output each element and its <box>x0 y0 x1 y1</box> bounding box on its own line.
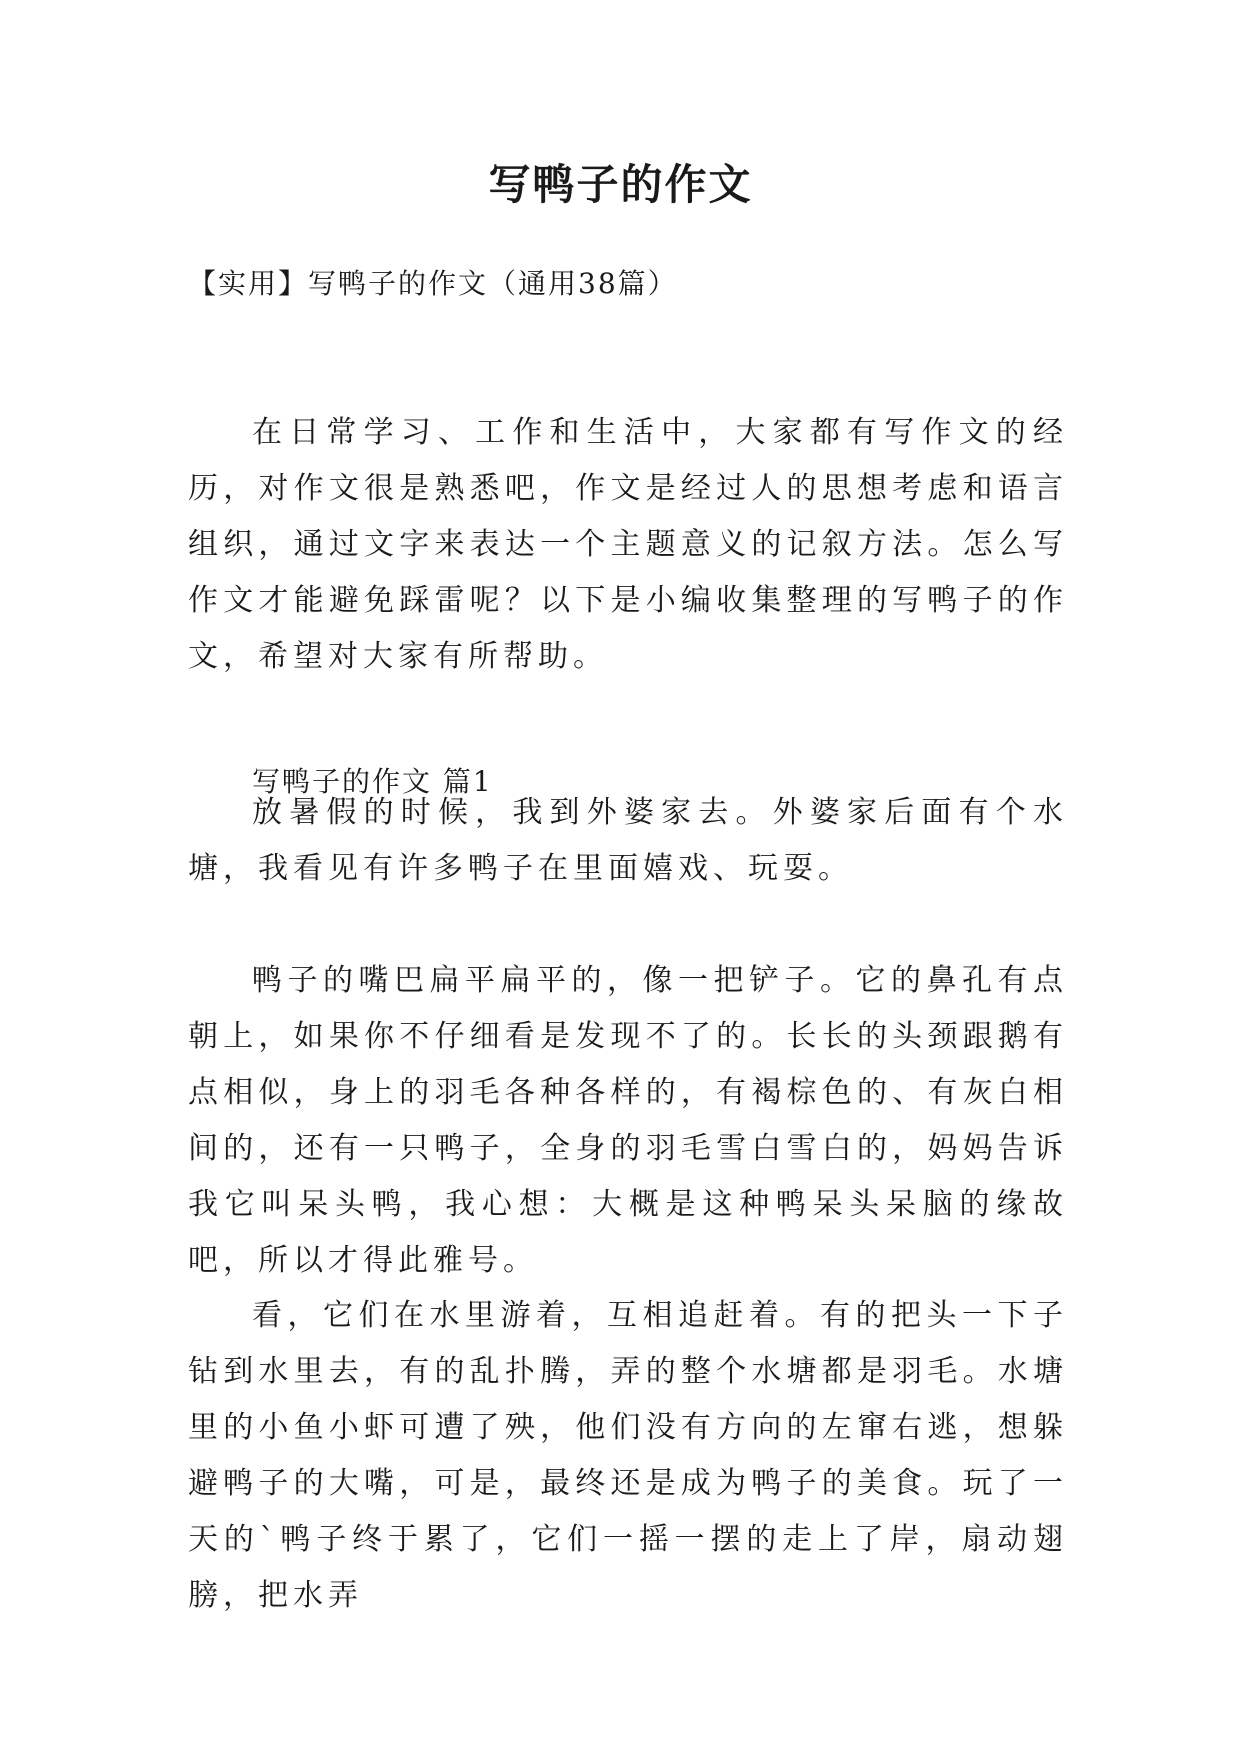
body-paragraph: 鸭子的嘴巴扁平扁平的，像一把铲子。它的鼻孔有点朝上，如果你不仔细看是发现不了的。长长的头颈跟鹅有点相似，身上的羽毛各种各样的，有褐棕色的、有灰白相间的，还有一只鸭子，全身的羽毛雪白雪白的，妈妈告诉我它叫呆头鸭，我心想：大概是这种鸭呆头呆脑的缘故吧，所以才得此雅号。 <box>188 963 1068 1278</box>
document-subtitle: 【实用】写鸭子的作文（通用38篇） <box>188 267 678 300</box>
body-paragraph: 看，它们在水里游着，互相追赶着。有的把头一下子钻到水里去，有的乱扑腾，弄的整个水塘都是羽毛。水塘里的小鱼小虾可遭了殃，他们没有方向的左窜右逃，想躲避鸭子的大嘴，可是，最终还是成为鸭子的美食。玩了一天的`鸭子终于累了，它们一摇一摆的走上了岸，扇动翅膀，把水弄 <box>188 1298 1068 1613</box>
body-paragraph: 放暑假的时候，我到外婆家去。外婆家后面有个水塘，我看见有许多鸭子在里面嬉戏、玩耍。 <box>188 795 1068 886</box>
section-heading: 写鸭子的作文 篇1 <box>252 765 493 798</box>
intro-paragraph: 在日常学习、工作和生活中，大家都有写作文的经历，对作文很是熟悉吧，作文是经过人的思想考虑和语言组织，通过文字来表达一个主题意义的记叙方法。怎么写作文才能避免踩雷呢？以下是小编收集整理的写鸭子的作文，希望对大家有所帮助。 <box>188 415 1068 674</box>
document-title: 写鸭子的作文 <box>488 160 753 209</box>
